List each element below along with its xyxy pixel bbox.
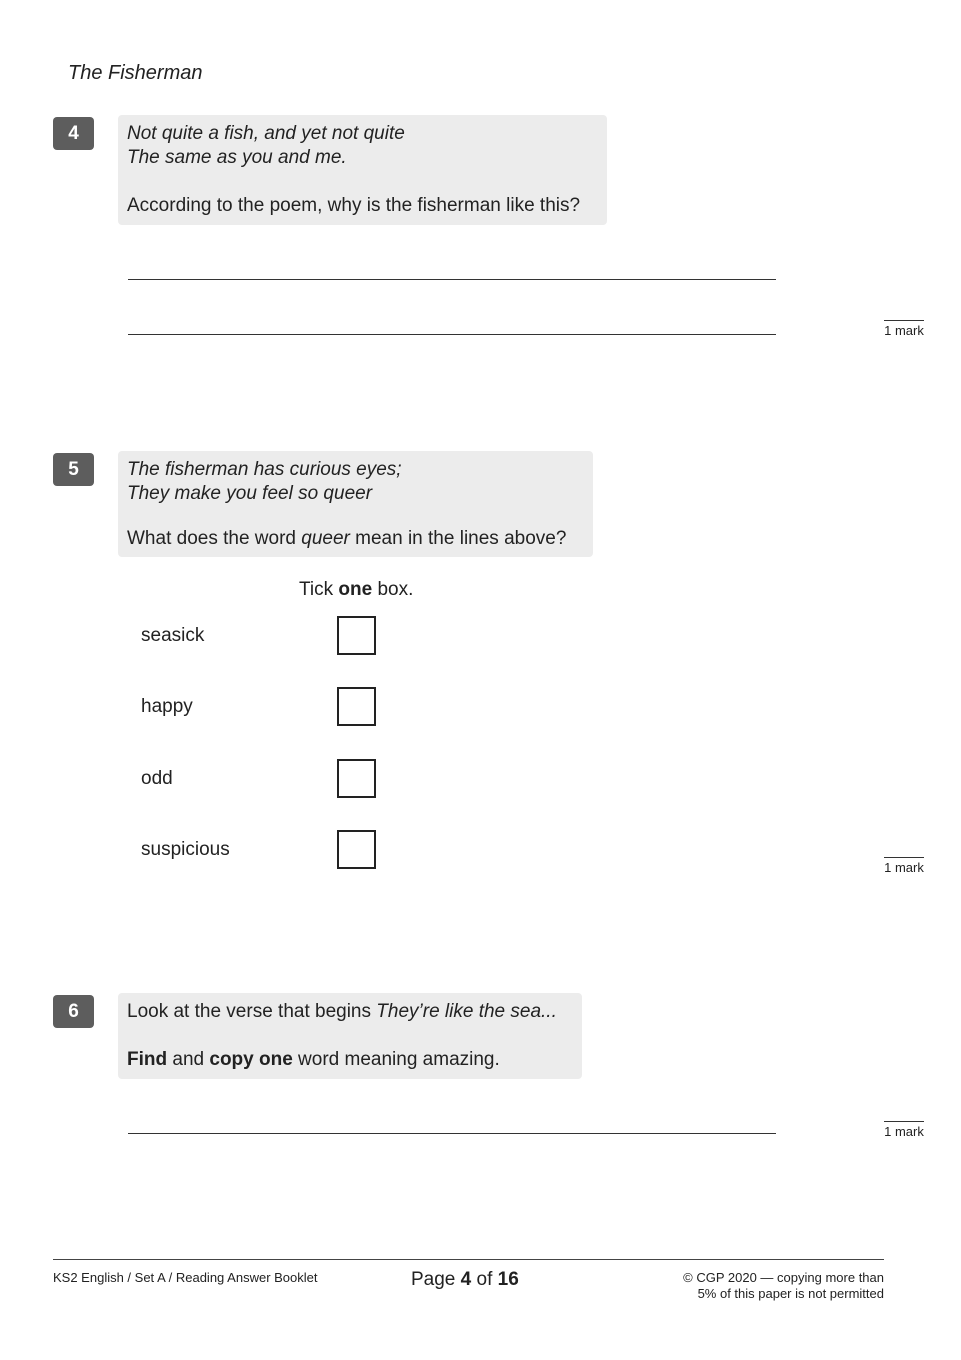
page-word: Page: [411, 1269, 461, 1290]
answer-line-q4-2[interactable]: [128, 334, 776, 335]
tick-instruction: [299, 579, 413, 601]
question-5-box: [118, 451, 593, 557]
page-current: 4: [460, 1269, 472, 1290]
page-number: [411, 1269, 519, 1291]
question-6-box: [118, 993, 582, 1079]
page-title: The Fisherman: [68, 62, 203, 84]
page-total: 16: [497, 1269, 519, 1290]
prompt-emphasis: They’re like the sea...: [376, 1001, 557, 1022]
tick-box-odd[interactable]: [337, 759, 376, 798]
tick-box-seasick[interactable]: [337, 616, 376, 655]
option-label-happy: happy: [141, 696, 193, 717]
page-of: of: [471, 1269, 498, 1290]
option-label-suspicious: suspicious: [141, 839, 230, 860]
answer-line-q6[interactable]: [128, 1133, 776, 1134]
option-label-odd: odd: [141, 768, 173, 789]
mark-allocation-q4: 1 mark: [884, 320, 924, 338]
instruction-emphasis: one: [338, 579, 373, 600]
footer-divider: [53, 1259, 884, 1260]
question-number-5: 5: [53, 453, 94, 486]
question-6-line-2: [127, 1048, 573, 1072]
copyright-line: 5% of this paper is not permitted: [697, 1286, 884, 1301]
quote-line: The fisherman has curious eyes;: [127, 459, 402, 480]
prompt-text: Look at the verse that begins: [127, 1001, 377, 1022]
answer-line-q4-1[interactable]: [128, 279, 776, 280]
instruction-text: Tick: [299, 579, 339, 600]
question-6-line-1: [127, 1000, 573, 1024]
instruction-text: box.: [372, 579, 414, 600]
copyright-line: © CGP 2020 — copying more than: [683, 1270, 884, 1285]
prompt-text: and: [167, 1049, 210, 1070]
prompt-text: mean in the lines above?: [349, 528, 567, 549]
quote-line: Not quite a fish, and yet not quite: [127, 123, 405, 144]
question-number-6: 6: [53, 995, 94, 1028]
tick-box-happy[interactable]: [337, 687, 376, 726]
quote-line: They make you feel so queer: [127, 483, 373, 504]
quote-line: The same as you and me.: [127, 147, 347, 168]
copyright-notice: [600, 1270, 884, 1302]
prompt-emphasis: copy one: [209, 1049, 293, 1070]
question-number-4: 4: [53, 117, 94, 150]
question-4-prompt: According to the poem, why is the fisherman like this?: [127, 195, 581, 216]
question-5-prompt: [127, 527, 584, 551]
prompt-emphasis: Find: [127, 1049, 168, 1070]
prompt-text: word meaning amazing.: [292, 1049, 500, 1070]
footer-booklet-title: KS2 English / Set A / Reading Answer Booklet: [53, 1270, 318, 1285]
tick-box-suspicious[interactable]: [337, 830, 376, 869]
question-4-box: [118, 115, 607, 225]
prompt-emphasis: queer: [301, 528, 350, 549]
mark-allocation-q6: 1 mark: [884, 1121, 924, 1139]
mark-allocation-q5: 1 mark: [884, 857, 924, 875]
prompt-text: What does the word: [127, 528, 302, 549]
option-label-seasick: seasick: [141, 625, 205, 646]
